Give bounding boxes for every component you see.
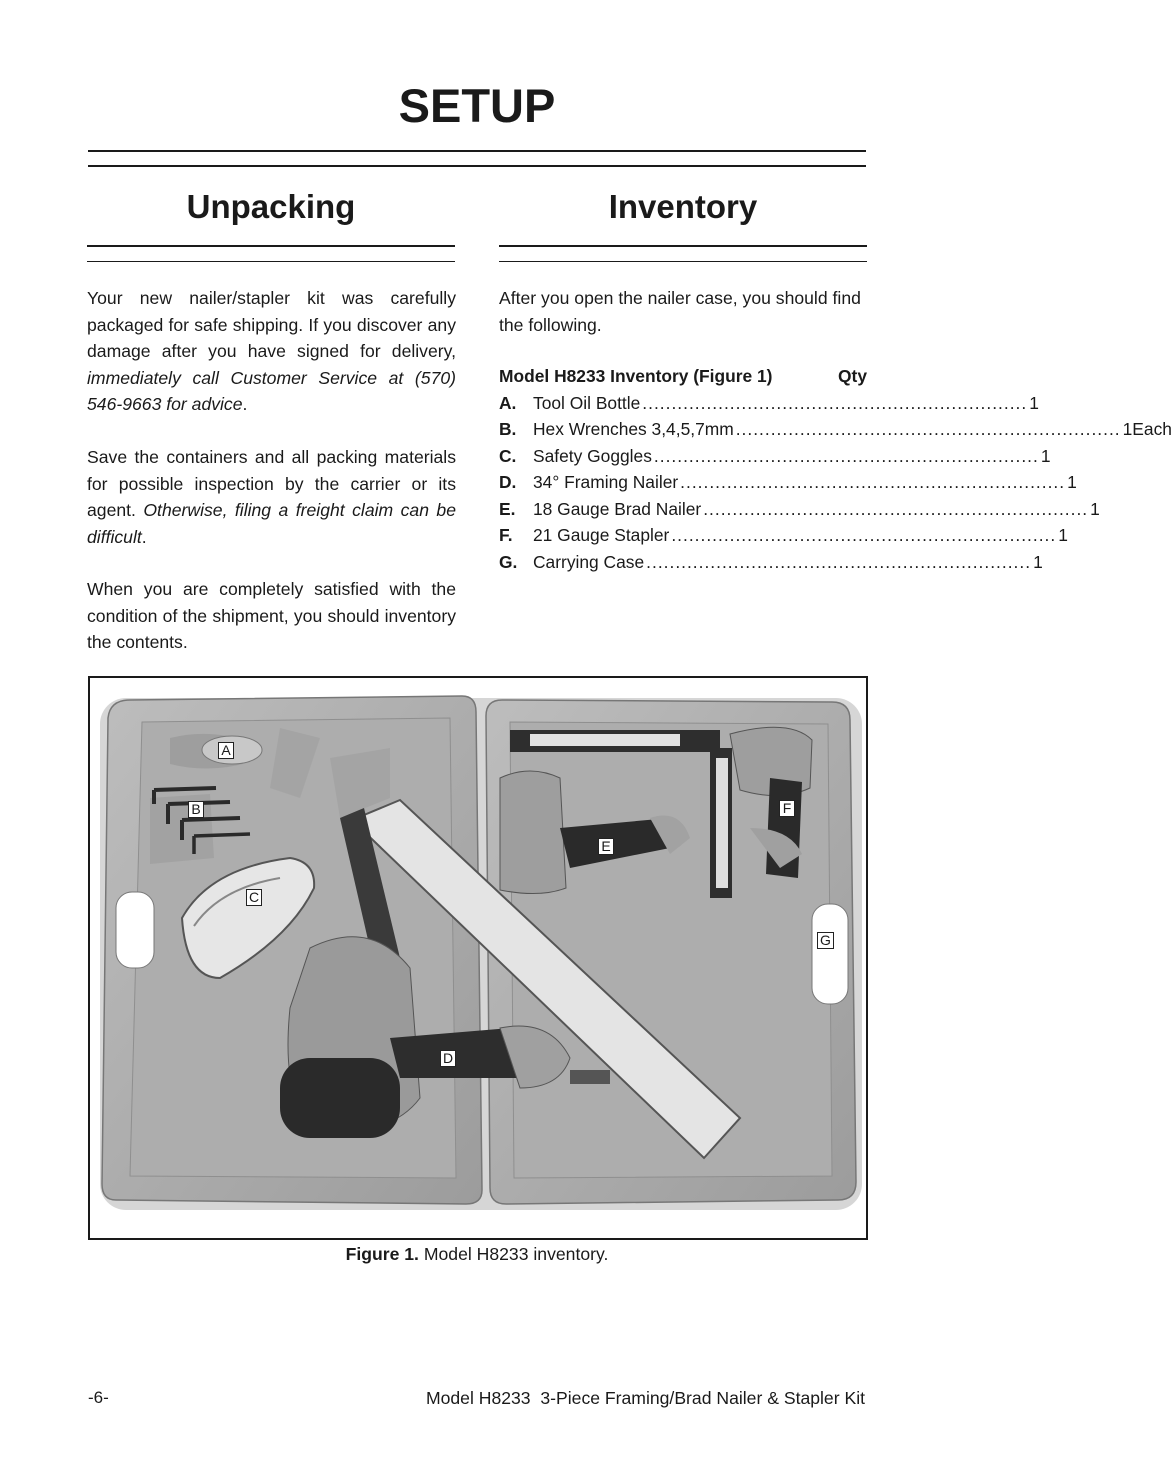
item-qty: 1Each: [1122, 419, 1172, 439]
unpacking-paragraph-1: Your new nailer/stapler kit was carefully packaged for safe shipping. If you discover any damage after you have signed for delivery, immediately call Customer Service at (570) 546-9663 for advice.: [87, 288, 456, 414]
inventory-intro: After you open the nailer case, you should find the following.: [499, 288, 861, 335]
inventory-table-header: [499, 366, 867, 387]
item-name: 21 Gauge Stapler: [533, 525, 670, 545]
qty-header: Qty: [838, 366, 867, 386]
figure-label-d: D: [440, 1050, 456, 1067]
figure-label-f: F: [779, 800, 795, 817]
inventory-item: [499, 525, 1068, 551]
item-letter: E.: [499, 499, 516, 519]
item-letter: D.: [499, 472, 517, 492]
item-name: Carrying Case: [533, 552, 645, 572]
unpacking-rule-top: [87, 245, 455, 247]
footer-model-title: Model H8233 3-Piece Framing/Brad Nailer & Stapler Kit: [425, 1388, 865, 1408]
figure-label-c: C: [246, 889, 262, 906]
item-letter: G.: [499, 552, 518, 572]
item-letter: F.: [499, 525, 513, 545]
carrying-case-illustration: [90, 678, 866, 1238]
inventory-item: [499, 552, 1043, 578]
unpacking-rule-bottom: [87, 261, 455, 262]
figure-caption: Figure 1. Model H8233 inventory.: [345, 1244, 609, 1264]
figure-label-b: B: [188, 801, 204, 818]
inventory-item: [499, 446, 1051, 472]
item-letter: A.: [499, 393, 517, 413]
figure-label-e: E: [598, 838, 614, 855]
item-letter: B.: [499, 419, 517, 439]
leader-dots: ..................................................................: [653, 446, 1039, 466]
unpacking-paragraph-2: Save the containers and all packing materials for possible inspection by the carrier or its agent. Otherwise, filing a freight claim can be difficult.: [87, 447, 456, 547]
leader-dots: ..................................................................: [646, 552, 1032, 572]
item-name: 34° Framing Nailer: [533, 472, 679, 492]
item-name: 18 Gauge Brad Nailer: [533, 499, 702, 519]
item-letter: C.: [499, 446, 517, 466]
inventory-table-title: Model H8233 Inventory (Figure 1): [499, 366, 773, 386]
figure-photo: [88, 676, 868, 1240]
item-qty: 1: [1058, 525, 1068, 545]
page-number: -6-: [88, 1388, 109, 1407]
inventory-item: [499, 419, 1172, 445]
inventory-heading: Inventory: [608, 188, 758, 225]
item-qty: 1: [1040, 446, 1051, 466]
figure-label-g: G: [817, 932, 834, 949]
leader-dots: ..................................................................: [703, 499, 1089, 519]
item-name: Hex Wrenches 3,4,5,7mm: [533, 419, 734, 439]
leader-dots: ..................................................................: [642, 393, 1028, 413]
title-rule-top: [88, 150, 866, 152]
leader-dots: ..................................................................: [735, 419, 1121, 439]
unpacking-heading: Unpacking: [186, 188, 356, 225]
unpacking-paragraph-3: When you are completely satisfied with the condition of the shipment, you should inventory the contents.: [87, 579, 456, 652]
inventory-item: [499, 393, 1039, 419]
leader-dots: ..................................................................: [671, 525, 1057, 545]
item-name: Tool Oil Bottle: [533, 393, 641, 413]
page-title: SETUP: [398, 79, 556, 132]
item-qty: 1: [1067, 472, 1077, 492]
title-rule-bottom: [88, 165, 866, 167]
item-qty: 1: [1033, 552, 1043, 572]
item-qty: 1: [1090, 499, 1100, 519]
figure-label-a: A: [218, 742, 234, 759]
item-name: Safety Goggles: [533, 446, 652, 466]
inventory-item: [499, 472, 1077, 498]
inventory-rule-top: [499, 245, 867, 247]
leader-dots: ..................................................................: [680, 472, 1066, 492]
inventory-rule-bottom: [499, 261, 867, 262]
item-qty: 1: [1029, 393, 1039, 413]
inventory-item: [499, 499, 1100, 525]
